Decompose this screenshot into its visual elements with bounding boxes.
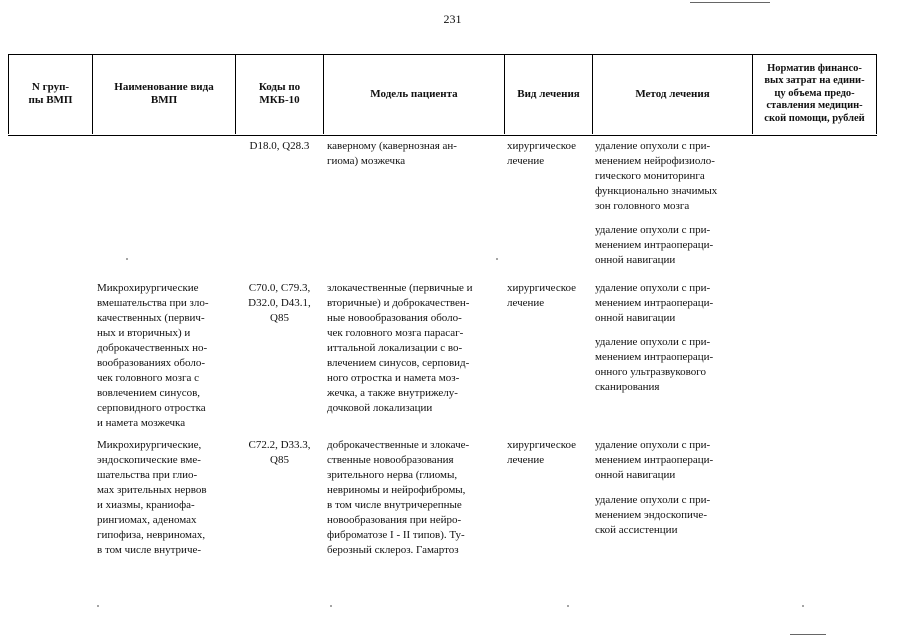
row-3-codes: С72.2, D33.3, Q85 <box>248 439 311 466</box>
row-2-treatment-type: хирургическое лечение <box>507 282 577 309</box>
header-method: Метод лечения <box>635 87 710 100</box>
scan-line <box>690 2 770 3</box>
scan-dot <box>97 605 99 607</box>
row-3-method-1: удаление опухоли с при- менением интраопераци- онной навигации <box>595 439 714 481</box>
row-3-method-2: удаление опухоли с при- менением эндоскопиче- ской ассистенции <box>595 494 711 536</box>
scan-dot <box>126 258 128 260</box>
header-treatment-type: Вид лечения <box>517 87 580 100</box>
row-1-codes: D18.0, Q28.3 <box>249 140 310 152</box>
scan-dot <box>496 258 498 260</box>
header-normative: Норматив финансо- вых затрат на едини- цу объема предо- ставления медицин- ской помощи, рублей <box>764 62 865 124</box>
header-name: Наименование вида ВМП <box>114 81 214 106</box>
row-2-model: злокачественные (первичные и вторичные) и доброкачествен- ные новообразования оболо- чек головного мозга парасаг- иттальной локализации с во- влечением синусов, серповид- ного отростка и намета моз- жечка, а также внутрижелу- дочковой локализации <box>327 282 473 414</box>
scan-dot <box>567 605 569 607</box>
header-group: N груп- пы ВМП <box>28 81 73 106</box>
row-2-method-2: удаление опухоли с при- менением интраопераци- онного ультразвукового сканирования <box>595 336 714 393</box>
row-3-name: Микрохирургические, эндоскопические вме- шательства при глио- мах зрительных нервов и хиазмы, краниофа- рингиомах, аденомах гипофиза, невриномах, в том числе внутриче- <box>97 439 207 556</box>
row-1-treatment-type: хирургическое лечение <box>507 140 577 167</box>
row-3-model: доброкачественные и злокаче- ственные новообразования зрительного нерва (глиомы, невриномы и нейрофибромы, в том числе внутричерепные новообразования при нейро- фиброматозе I - II типов). Ту- берозный склероз. Гамартоз <box>327 439 470 556</box>
row-1-method-2: удаление опухоли с при- менением интраопераци- онной навигации <box>595 224 714 266</box>
row-1-method-1: удаление опухоли с при- менением нейрофизиоло- гического мониторинга функционально значимых зон головного мозга <box>595 140 718 212</box>
header-model: Модель пациента <box>370 87 458 100</box>
row-1-model: каверному (кавернозная ан- гиома) мозжечка <box>327 140 457 167</box>
scan-dot <box>802 605 804 607</box>
row-3-treatment-type: хирургическое лечение <box>507 439 577 466</box>
page-number: 231 <box>443 12 462 26</box>
table-border <box>876 54 877 134</box>
row-2-name: Микрохирургические вмешательства при зло- качественных (первич- ных и вторичных) и доброкачественных но- вообразованиях оболо- чек головного мозга с вовлечением синусов, серповидного отростка и намета мозжечка <box>97 282 209 429</box>
row-2-method-1: удаление опухоли с при- менением интраопераци- онной навигации <box>595 282 714 324</box>
header-codes: Коды по МКБ-10 <box>258 81 301 106</box>
scan-line <box>790 634 826 635</box>
scan-dot <box>330 605 332 607</box>
row-2-codes: С70.0, С79.3, D32.0, D43.1, Q85 <box>248 282 311 324</box>
